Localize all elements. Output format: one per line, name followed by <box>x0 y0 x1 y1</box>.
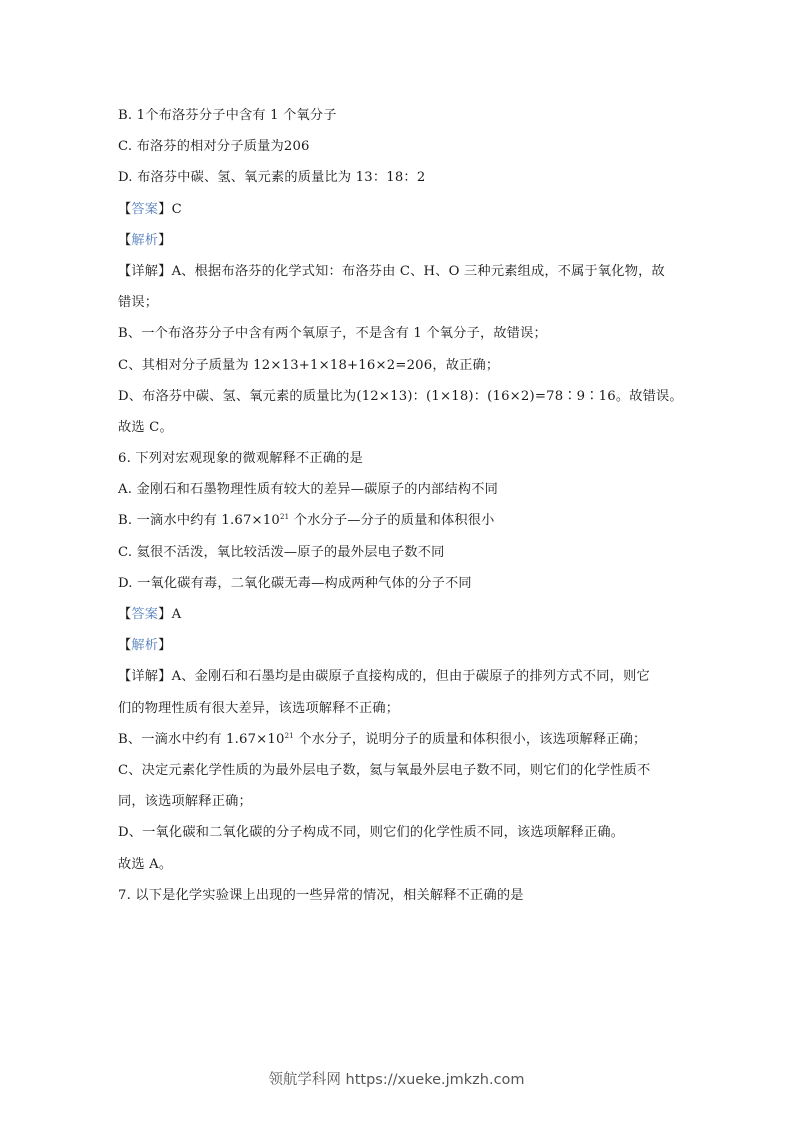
q6-stem: 6. 下列对宏观现象的微观解释不正确的是 <box>118 451 363 467</box>
q6-answer <box>118 599 688 630</box>
bracket-open: 【 <box>118 638 132 654</box>
q6-option-d: D. 一氧化碳有毒，二氧化碳无毒—构成两种气体的分子不同 <box>118 575 472 591</box>
answer-value: A <box>171 607 182 622</box>
footer-watermark: 领航学科网 https://xueke.jmkzh.com <box>268 1072 525 1088</box>
analysis-label: 解析 <box>131 638 159 654</box>
answer-label: 答案 <box>131 201 159 217</box>
q6-detail-line: 同，该选项解释正确； <box>118 794 252 810</box>
bracket-close: 】 <box>158 232 172 248</box>
bracket-open: 【 <box>118 232 132 248</box>
exponent: 21 <box>284 731 294 740</box>
q5-detail-line: 错误； <box>118 295 159 311</box>
q6-option-b: B. 一滴水中约有 $1.67\times 10^{21}$ 个水分子—分子的质量和体积很小 <box>118 513 495 529</box>
q5-answer <box>118 194 688 225</box>
bracket-close: 】 <box>158 638 172 654</box>
bracket-close: 】 <box>158 201 172 217</box>
bracket-open: 【 <box>118 201 132 217</box>
answer-value: C <box>171 201 182 217</box>
detail-label: 【详解】 <box>118 263 172 279</box>
q6-detail-line: 【详解】A、金刚石和石墨均是由碳原子直接构成的，但由于碳原子的排列方式不同，则它 <box>118 669 650 685</box>
document-page <box>118 100 688 911</box>
q5-detail-line: C、其相对分子质量为 12×13+1×18+16×2=206，故正确； <box>118 357 500 373</box>
q6-detail-line: D、一氧化碳和二氧化碳的分子构成不同，则它们的化学性质不同，该选项解释正确。 <box>118 825 625 841</box>
detail-label: 【详解】 <box>118 669 172 685</box>
q5-option-b: B. 1个布洛芬分子中含有 1 个氧分子 <box>118 108 337 123</box>
q5-detail-line: D、布洛芬中碳、氢、氧元素的质量比为(12×13)：(1×18)：(16×2)=78∶9∶16。故错误。 <box>118 388 683 404</box>
bracket-open: 【 <box>118 607 132 622</box>
exponent: 21 <box>279 513 290 522</box>
q5-option-c: C. 布洛芬的相对分子质量为206 <box>118 139 310 155</box>
bracket-close: 】 <box>158 607 172 622</box>
q6-detail-line: B、一滴水中约有 $1.67\times 10^{21}$ 个水分子，说明分子的质量和体积很小，该选项解释正确； <box>118 731 647 747</box>
q6-option-c: C. 氦很不活泼，氧比较活泼—原子的最外层电子数不同 <box>118 544 445 560</box>
q5-conclusion: 故选 C。 <box>118 419 173 435</box>
q7-stem: 7. 以下是化学实验课上出现的一些异常的情况，相关解释不正确的是 <box>118 887 524 903</box>
q6-conclusion: 故选 A。 <box>118 856 173 872</box>
q5-analysis-label <box>118 225 688 256</box>
q6-detail-line: 们的物理性质有很大差异，该选项解释不正确； <box>118 700 400 716</box>
q6-option-a: A. 金刚石和石墨物理性质有较大的差异—碳原子的内部结构不同 <box>118 482 498 498</box>
analysis-label: 解析 <box>131 232 159 248</box>
q5-detail-line: 【详解】A、根据布洛芬的化学式知：布洛芬由 C、H、O 三种元素组成，不属于氧化物，故 <box>118 263 665 279</box>
q5-detail-line: B、一个布洛芬分子中含有两个氧原子，不是含有 1 个氧分子，故错误； <box>118 326 547 342</box>
q6-analysis-label <box>118 630 688 661</box>
answer-label: 答案 <box>131 607 159 622</box>
q5-option-d: D. 布洛芬中碳、氢、氧元素的质量比为 13：18：2 <box>118 170 426 186</box>
q6-detail-line: C、决定元素化学性质的为最外层电子数，氦与氧最外层电子数不同，则它们的化学性质不 <box>118 762 651 778</box>
